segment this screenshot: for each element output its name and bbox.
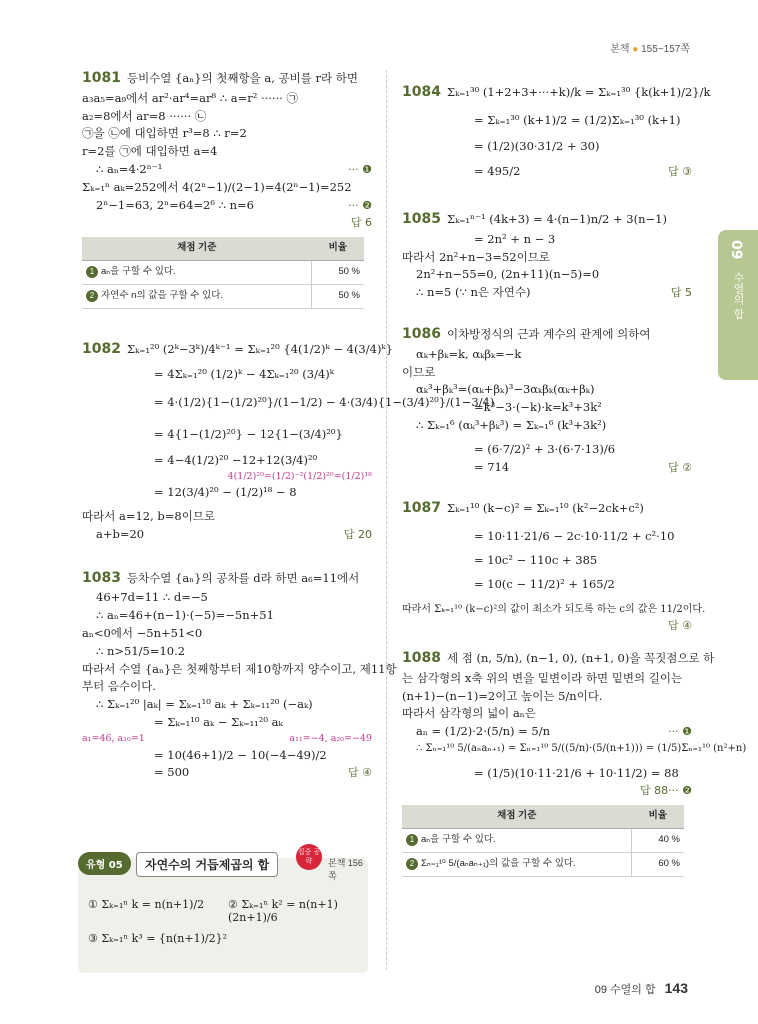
solution-line: αₖ+βₖ=k, αₖβₖ=−k — [416, 346, 522, 361]
type-title: 자연수의 거듭제곱의 합 — [136, 852, 278, 877]
solution-line: ㉠을 ㉡에 대입하면 r³=8 ∴ r=2 — [82, 126, 247, 141]
table-row — [402, 829, 684, 853]
solution-line: 등비수열 {aₙ}의 첫째항을 a, 공비를 r라 하면 — [126, 71, 359, 85]
solution-line: 따라서 수열 {aₙ}은 첫째항부터 제10항까지 양수이고, 제11항 — [82, 661, 397, 676]
solution-line: = 714 — [474, 459, 510, 474]
side-tab-number: 09 — [728, 240, 744, 260]
step-2-icon: 2 — [406, 858, 418, 870]
solution-line: 는 삼각형의 x축 위의 변을 밑변이라 하면 밑변의 길이는 — [402, 670, 683, 685]
solution-line: = 10·11·21/6 − 2c·10·11/2 + c²·10 — [474, 529, 675, 544]
problem-number: 1085 — [402, 211, 441, 228]
side-note-left: a₁=46, a₁₀=1 — [82, 732, 145, 744]
problem-1086 — [402, 324, 692, 476]
side-note: 4(1/2)²⁰=(1/2)⁻²(1/2)²⁰=(1/2)¹⁸ — [227, 470, 372, 482]
solution-line: (n+1)−(n−1)=2이고 높이는 5/n이다. — [402, 688, 603, 703]
column-divider — [386, 70, 387, 970]
answer: 답 20 — [343, 527, 372, 541]
criteria-text: aₙ을 구할 수 있다. — [101, 266, 176, 278]
step-tag-2: ··· ❷ — [668, 784, 692, 798]
problem-1087 — [402, 498, 706, 634]
answer: 답 5 — [670, 286, 692, 300]
solution-line: 따라서 a=12, b=8이므로 — [82, 509, 216, 524]
solution-line: = 4−4(1/2)²⁰ −12+12(3/4)²⁰ — [154, 452, 318, 467]
step-2-icon: 2 — [86, 290, 98, 302]
criteria-text: Σₙ₌₁¹⁰ 5/(aₙaₙ₊₁)의 값을 구할 수 있다. — [421, 857, 576, 869]
table-row — [402, 852, 684, 876]
grading-table — [82, 237, 364, 308]
solution-line: aₙ = (1/2)·2·(5/n) = 5/n — [416, 724, 551, 739]
solution-line: ∴ Σₖ₌₁⁶ (αₖ³+βₖ³) = Σₖ₌₁⁶ (k³+3k²) — [416, 418, 607, 432]
solution-line: 등차수열 {aₙ}의 공차를 d라 하면 a₆=11에서 — [126, 570, 360, 585]
solution-line: 부터 음수이다. — [82, 679, 156, 694]
solution-line: = 10c² − 110c + 385 — [474, 552, 598, 567]
solution-line: Σₖ₌₁ⁿ aₖ=252에서 4(2ⁿ−1)/(2−1)=4(2ⁿ−1)=252 — [82, 179, 352, 194]
solution-line: ∴ Σₙ₌₁¹⁰ 5/(aₙaₙ₊₁) = Σₙ₌₁¹⁰ 5/((5/n)·(5/(n+1))) = (1/5)Σₙ₌₁¹⁰ (n²+n) — [416, 743, 747, 755]
solution-line: r=2를 ㉠에 대입하면 a=4 — [82, 144, 218, 159]
grading-table — [402, 805, 684, 876]
solution-line: = (6·7/2)² + 3·(6·7·13)/6 — [474, 441, 616, 456]
solution-line: = 4{1−(1/2)²⁰} − 12{1−(3/4)²⁰} — [154, 426, 343, 441]
solution-line: = (1/5)(10·11·21/6 + 10·11/2) = 88 — [474, 765, 679, 780]
type-05-box — [78, 848, 368, 973]
solution-line: = 495/2 — [474, 164, 521, 179]
solution-line: 따라서 Σₖ₌₁¹⁰ (k−c)²의 값이 최소가 되도록 하는 c의 값은 11/2이다. — [402, 603, 706, 615]
step-tag-1: ··· ❶ — [348, 162, 372, 176]
side-tab-chapter: 수열의 합 — [732, 272, 745, 320]
solution-line: = Σₖ₌₁¹⁰ aₖ − Σₖ₌₁₁²⁰ aₖ — [154, 715, 283, 730]
answer: 답 6 — [350, 216, 372, 230]
solution-line: 세 점 (n, 5/n), (n−1, 0), (n+1, 0)을 꼭짓점으로 하 — [446, 651, 715, 666]
solution-line: 따라서 삼각형의 넓이 aₙ은 — [402, 706, 536, 721]
page-number: 143 — [664, 980, 688, 996]
table-row — [82, 261, 364, 285]
solution-line: Σₖ₌₁ⁿ⁻¹ (4k+3) = 4·(n−1)n/2 + 3(n−1) — [446, 212, 667, 227]
problem-number: 1084 — [402, 84, 441, 100]
solution-line: 46+7d=11 ∴ d=−5 — [96, 590, 208, 605]
solution-line: = 10(46+1)/2 − 10(−4−49)/2 — [154, 747, 327, 762]
solution-line: = (1/2)(30·31/2 + 30) — [474, 138, 600, 153]
step-1-icon: 1 — [406, 834, 418, 846]
answer: 답 ④ — [348, 766, 372, 780]
solution-line: ∴ n=5 (∵ n은 자연수) — [416, 285, 531, 300]
step-1-icon: 1 — [86, 266, 98, 278]
solution-line: = 12(3/4)²⁰ − (1/2)¹⁸ − 8 — [154, 485, 297, 500]
solution-line: a₂=8에서 ar=8 ······ ㉡ — [82, 108, 207, 123]
solution-line: Σₖ₌₁¹⁰ (k−c)² = Σₖ₌₁¹⁰ (k²−2ck+c²) — [446, 501, 644, 516]
grading-header-ratio: 비율 — [632, 805, 685, 828]
ref-dot-icon: ● — [632, 44, 639, 55]
solution-line: ∴ n>51/5=10.2 — [96, 643, 186, 658]
problem-number: 1086 — [402, 326, 441, 343]
answer: 답 ③ — [668, 165, 692, 179]
problem-number: 1088 — [402, 650, 441, 667]
solution-line: a+b=20 — [96, 526, 145, 541]
criteria-text: aₙ을 구할 수 있다. — [421, 834, 496, 846]
solution-line: a₃a₅=a₉에서 ar²·ar⁴=ar⁸ ∴ a=r² ······ ㉠ — [82, 90, 299, 105]
problem-number: 1081 — [82, 70, 121, 86]
solution-line: 2ⁿ−1=63, 2ⁿ=64=2⁶ ∴ n=6 — [96, 197, 254, 212]
grading-header-criteria: 채점 기준 — [82, 237, 312, 260]
formula-2: ② Σₖ₌₁ⁿ k² = n(n+1)(2n+1)/6 — [228, 898, 338, 924]
type-badge: 유형 05 — [78, 852, 131, 875]
page-footer — [595, 980, 688, 997]
formula-3: ③ Σₖ₌₁ⁿ k³ = {n(n+1)/2}² — [88, 932, 227, 945]
solution-line: 2n²+n−55=0, (2n+11)(n−5)=0 — [416, 267, 600, 282]
step-tag-2: ··· ❷ — [348, 198, 372, 212]
solution-line: ∴ Σₖ₌₁²⁰ |aₖ| = Σₖ₌₁¹⁰ aₖ + Σₖ₌₁₁²⁰ (−aₖ) — [96, 697, 313, 712]
ref-label: 본책 — [610, 44, 630, 55]
formula-1: ① Σₖ₌₁ⁿ k = n(n+1)/2 — [88, 898, 205, 911]
problem-1083 — [82, 568, 397, 783]
grading-header-ratio: 비율 — [312, 237, 365, 260]
answer: 답 ④ — [668, 619, 692, 633]
solution-line: = 500 — [154, 765, 190, 780]
type-ref: 본책 156쪽 — [328, 858, 363, 881]
ratio-value: 40 % — [632, 829, 685, 853]
criteria-text: 자연수 n의 값을 구할 수 있다. — [101, 289, 224, 301]
solution-line: aₙ<0에서 −5n+51<0 — [82, 625, 203, 640]
focus-stamp: 집중 공략 — [296, 844, 322, 870]
problem-1088 — [402, 648, 747, 876]
solution-line: 따라서 2n²+n−3=52이므로 — [402, 249, 550, 264]
problem-1081 — [82, 68, 372, 309]
solution-line: ∴ aₙ=46+(n−1)·(−5)=−5n+51 — [96, 608, 274, 623]
solution-line: ∴ aₙ=4·2ⁿ⁻¹ — [96, 161, 163, 176]
solution-line: 이므로 — [402, 364, 436, 379]
solution-line: = Σₖ₌₁³⁰ (k+1)/2 = (1/2)Σₖ₌₁³⁰ (k+1) — [474, 112, 681, 127]
problem-1085 — [402, 209, 692, 302]
solution-line: = 4·(1/2){1−(1/2)²⁰}/(1−1/2) − 4·(3/4){1−(3/4)²⁰}/(1−3/4) — [154, 395, 495, 410]
footer-chapter: 09 수열의 합 — [594, 984, 656, 996]
problem-number: 1083 — [82, 569, 121, 586]
problem-number: 1087 — [402, 500, 441, 517]
answer: 답 88 — [640, 784, 669, 798]
solution-line: = 10(c − 11/2)² + 165/2 — [474, 576, 615, 591]
solution-line: = 4Σₖ₌₁²⁰ (1/2)ᵏ − 4Σₖ₌₁²⁰ (3/4)ᵏ — [154, 367, 334, 382]
ratio-value: 60 % — [632, 852, 685, 876]
chapter-side-tab[interactable] — [718, 230, 758, 380]
grading-header-criteria: 채점 기준 — [402, 805, 632, 828]
type-05-header — [78, 848, 368, 881]
solution-line: Σₖ₌₁²⁰ (2ᵏ−3ᵏ)/4ᵏ⁻¹ = Σₖ₌₁²⁰ {4(1/2)ᵏ − 4(3/4)ᵏ} — [126, 341, 393, 356]
ref-range: 155~157쪽 — [641, 44, 690, 55]
ratio-value: 50 % — [312, 284, 365, 308]
step-tag-1: ··· ❶ — [668, 725, 692, 739]
solution-line: Σₖ₌₁³⁰ (1+2+3+···+k)/k = Σₖ₌₁³⁰ {k(k+1)/2}/k — [446, 85, 711, 99]
answer: 답 ② — [668, 460, 692, 474]
table-row — [82, 284, 364, 308]
problem-1084 — [402, 82, 711, 181]
problem-number: 1082 — [82, 340, 121, 357]
side-note-right: a₁₁=−4, a₂₀=−49 — [289, 732, 372, 744]
top-reference — [610, 40, 690, 55]
solution-line: =k³−3·(−k)·k=k³+3k² — [474, 400, 602, 415]
ratio-value: 50 % — [312, 261, 365, 285]
solution-line: αₖ³+βₖ³=(αₖ+βₖ)³−3αₖβₖ(αₖ+βₖ) — [416, 382, 595, 397]
solution-line: 이차방정식의 근과 계수의 관계에 의하여 — [446, 327, 651, 342]
solution-line: = 2n² + n − 3 — [474, 231, 556, 246]
